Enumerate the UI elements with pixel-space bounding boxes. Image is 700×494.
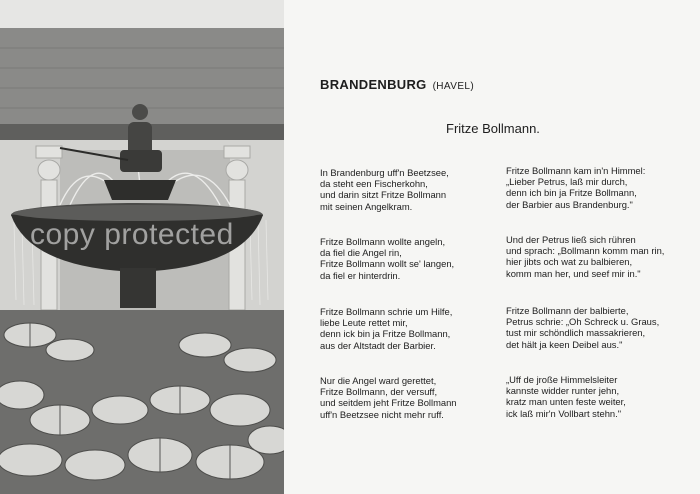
stanza-left-2: Fritze Bollmann wollte angeln, da fiel die Angel rin, Fritze Bollmann wollt se' langen, da fiel er hinterdrin. [320, 236, 455, 281]
city-sub: (HAVEL) [432, 81, 475, 92]
stanza-left-4: Nur die Angel ward gerettet, Fritze Bollmann, der versuff, und seitdem jeht Fritze Bollmann uff'n Beetzsee nicht mehr ruff. [320, 375, 457, 420]
stanza-right-3: Fritze Bollmann der balbierte, Petrus schrie: „Oh Schreck u. Graus, tust mir schöndlich massakrieren, det hält ja keen Deibel aus." [506, 305, 660, 350]
stanza-left-3: Fritze Bollmann schrie um Hilfe, liebe Leute rettet mir, denn ick bin ja Fritze Bollmann, aus der Altstadt der Barbier. [320, 306, 453, 351]
city-heading [320, 77, 474, 92]
stanza-left-1: In Brandenburg uff'n Beetzsee, da steht een Fischerkohn, und darin sitzt Fritze Bollmann mit seinen Angelkram. [320, 167, 449, 212]
poem-panel [284, 0, 700, 494]
stanza-right-1: Fritze Bollmann kam in'n Himmel: „Lieber Petrus, laß mir durch, denn ich bin ja Fritze Bollmann, der Barbier aus Brandenburg." [506, 165, 646, 210]
fountain-photo [0, 0, 284, 494]
poem-title: Fritze Bollmann. [446, 121, 540, 136]
stanza-right-4: „Uff de jroße Himmelsleiter kannste widder runter jehn, kratz man unten feste weiter, ick laß mir'n Vollbart stehn." [506, 374, 626, 419]
stanza-right-2: Und der Petrus ließ sich rühren und sprach: „Bollmann komm man rin, hier jibts och wat zu balbieren, komm man her, und seef mir in." [506, 234, 665, 279]
fountain-statue-icon [0, 0, 284, 494]
copy-protected-watermark: copy protected [30, 218, 234, 251]
city-name: BRANDENBURG [320, 77, 427, 92]
